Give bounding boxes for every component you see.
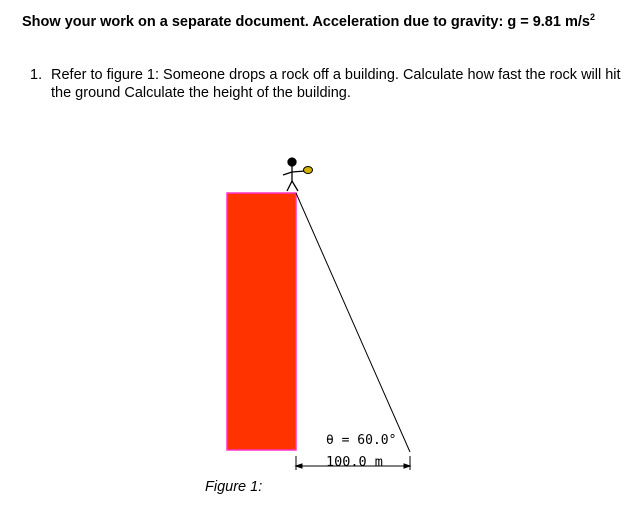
person-head [288, 158, 296, 166]
dimension-left-arrow [296, 464, 302, 468]
instruction-exponent: 2 [589, 12, 595, 22]
instruction-text: Show your work on a separate document. Acceleration due to gravity: g = 9.81 m/s [22, 13, 590, 30]
rock [304, 167, 313, 174]
person-left-leg [287, 181, 292, 191]
person-left-arm [283, 172, 292, 175]
sight-line [296, 193, 410, 452]
person-right-arm [292, 171, 305, 172]
building [227, 193, 296, 450]
question-number: 1. [30, 67, 43, 83]
person-figure [283, 158, 305, 191]
angle-label: θ = 60.0° [326, 433, 397, 448]
person-right-leg [292, 181, 298, 191]
distance-label: 100.0 m [326, 454, 383, 470]
question-text: Refer to figure 1: Someone drops a rock off a building. Calculate how fast the rock will hit the ground Calculate the height of the building. [51, 67, 621, 101]
dimension-right-arrow [404, 464, 410, 468]
figure-caption: Figure 1: [205, 479, 263, 495]
